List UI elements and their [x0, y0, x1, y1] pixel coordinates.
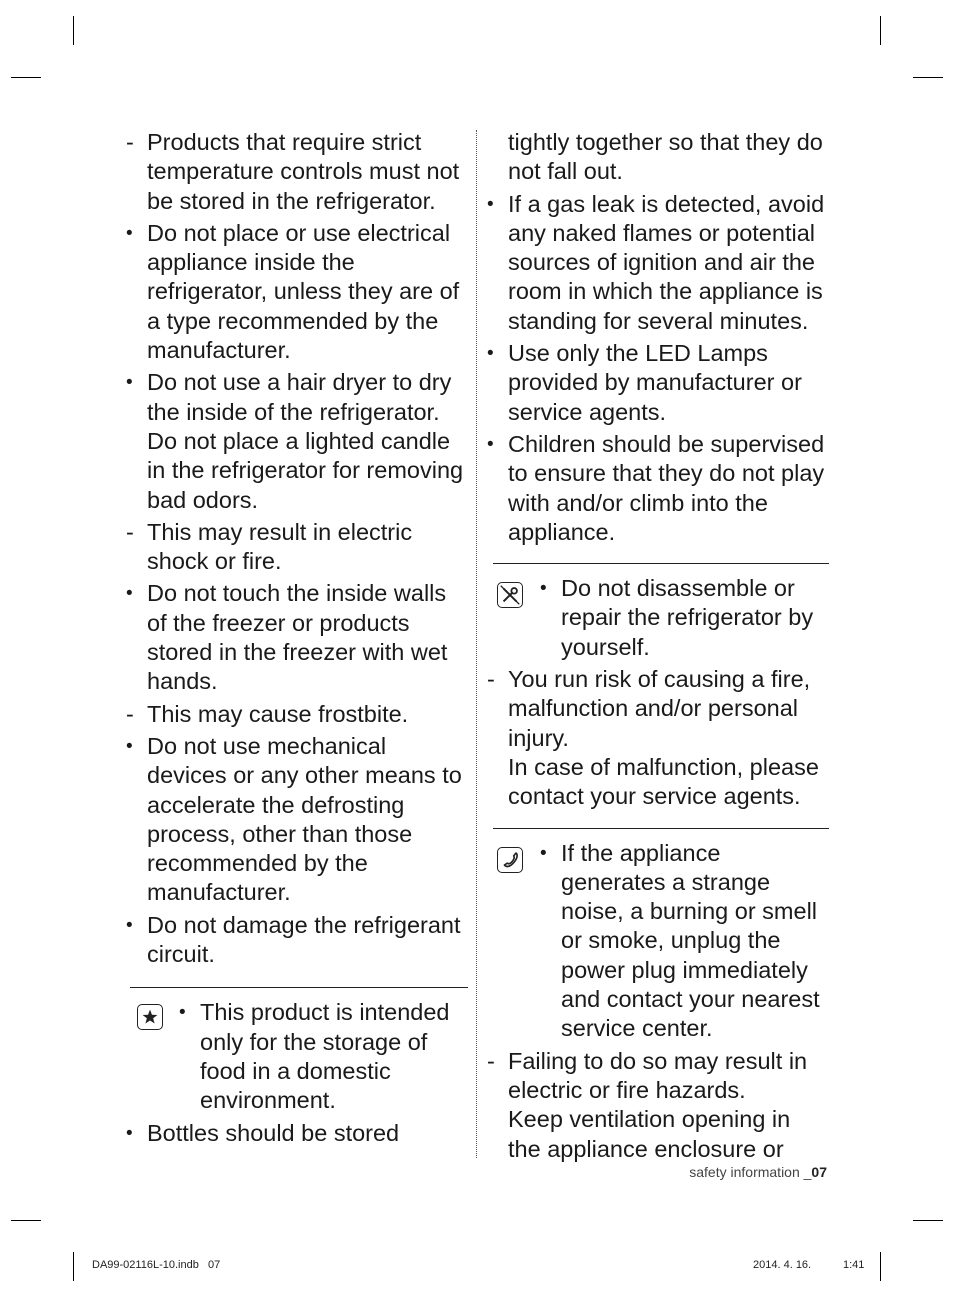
left-column — [126, 128, 468, 1151]
list-item: • If a gas leak is detected, avoid any naked flames or potential sources of ignition and air the room in which the appliance is standing for several minutes. — [487, 190, 825, 334]
column-divider — [476, 130, 477, 1158]
list-item: - This may result in electric shock or fire. — [126, 518, 413, 575]
list-item: - You run risk of causing a fire, malfunction and/or personal injury. In case of malfunction, please contact your service agents. — [487, 666, 819, 810]
list-item: • This product is intended only for the storage of food in a domestic environment. — [179, 999, 450, 1114]
list-item: - Failing to do so may result in electric or fire hazards. Keep ventilation opening in the appliance enclosure or — [487, 1047, 808, 1162]
list-item: • Do not touch the inside walls of the freezer or products stored in the freezer with wet hands. — [126, 580, 448, 695]
list-item: • Use only the LED Lamps provided by manufacturer or service agents. — [487, 340, 802, 425]
no-disassembly-icon — [497, 582, 523, 608]
list-item: • Do not place or use electrical appliance inside the refrigerator, unless they are of a type recommended by the manufacturer. — [126, 219, 460, 364]
list-item: • Do not use mechanical devices or any other means to accelerate the defrosting process, other than those recommended by the manufacturer. — [126, 732, 462, 906]
domestic-use-section — [130, 987, 468, 1115]
slug-date: 2014. 4. 16. — [753, 1259, 812, 1271]
list-item: • Do not damage the refrigerant circuit. — [126, 911, 461, 968]
unplug-section — [493, 828, 829, 1044]
crop-mark — [73, 1252, 74, 1281]
list-item-continuation: tightly together so that they do not fall out. — [508, 129, 823, 185]
disassembly-section — [493, 563, 829, 662]
right-column — [487, 128, 829, 1167]
list-item: • Do not use a hair dryer to dry the inside of the refrigerator. Do not place a lighted candle in the refrigerator for removing bad odors. — [126, 369, 464, 513]
list-item: • Children should be supervised to ensure that they do not play with and/or climb into the appliance. — [487, 430, 825, 545]
crop-mark — [880, 16, 881, 45]
crop-mark — [880, 1252, 881, 1281]
list-item: - This may cause frostbite. — [126, 700, 409, 727]
phone-icon — [497, 847, 523, 873]
file-slug: DA99-02116L-10.indb 07 — [92, 1259, 221, 1271]
crop-mark — [11, 1220, 41, 1221]
list-item: - Products that require strict temperature controls must not be stored in the refrigerator. — [126, 129, 460, 214]
crop-mark — [11, 77, 41, 78]
crop-mark — [913, 77, 943, 78]
crop-mark — [73, 16, 74, 45]
list-item: • If the appliance generates a strange noise, a burning or smell or smoke, unplug the power plug immediately and contact your nearest service center. — [540, 839, 820, 1042]
page-number: 07 — [811, 1164, 827, 1180]
slug-time: 1:41 — [843, 1259, 865, 1271]
list-item: • Do not disassemble or repair the refrigerator by yourself. — [540, 575, 814, 660]
crop-mark — [913, 1220, 943, 1221]
list-item: • Bottles should be stored — [126, 1119, 400, 1146]
star-icon — [137, 1004, 163, 1030]
page-footer-label: safety information _07 — [689, 1164, 827, 1180]
